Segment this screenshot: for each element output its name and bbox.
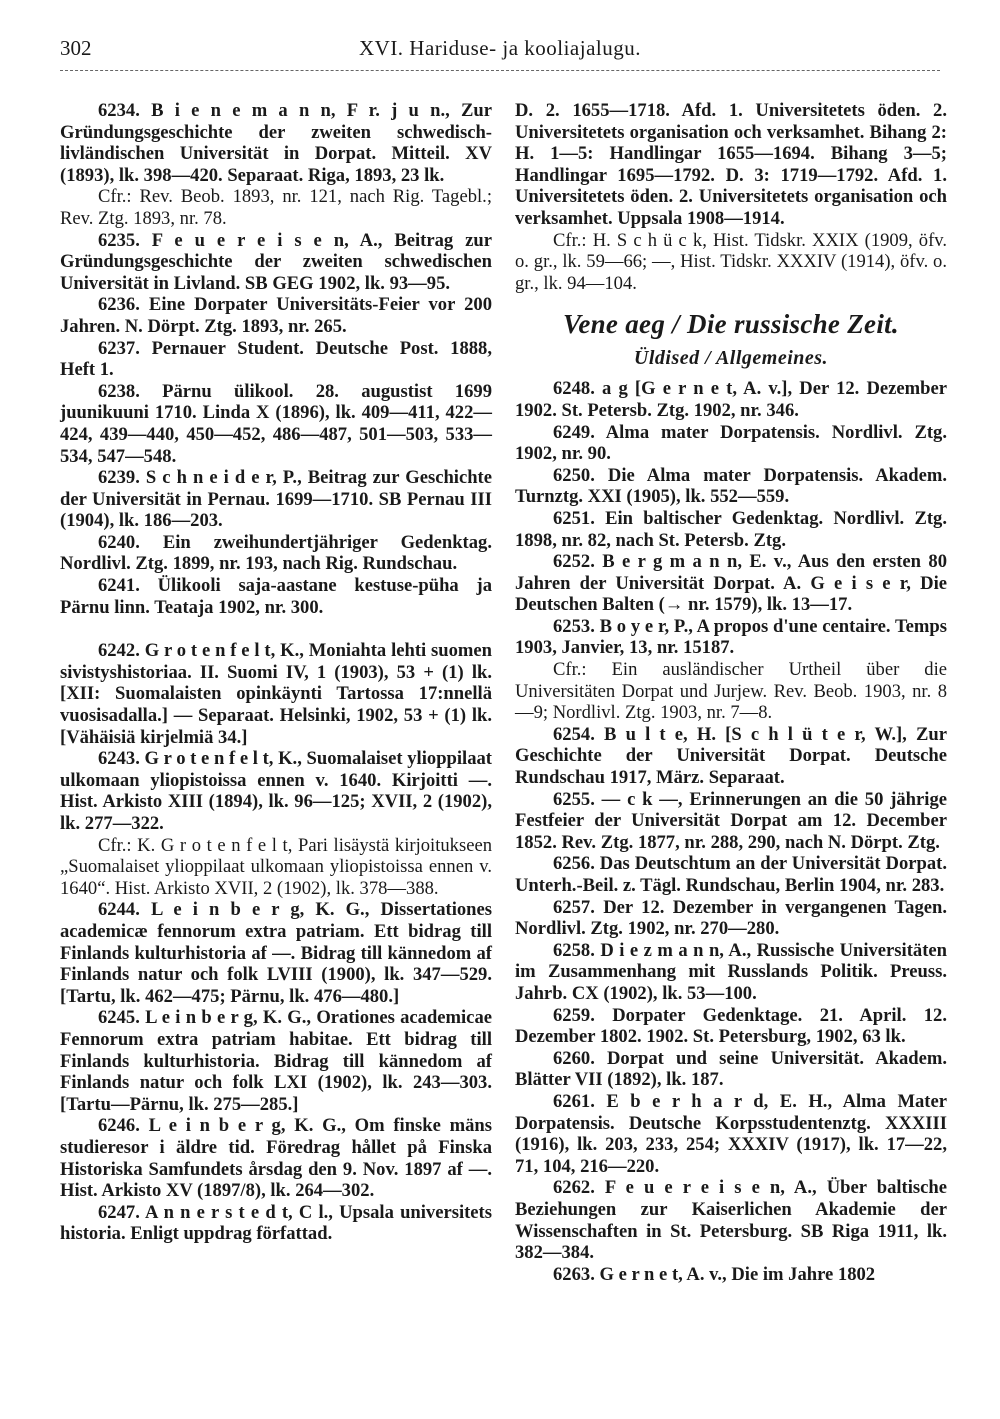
bibliography-entry: 6234. B i e n e m a n n, F r. j u n., Zur Gründungsgeschichte der zweiten schwedisch-livländischen Universität in Dorpat. Mitteil. XV (1893), lk. 398—420. Separaat. Riga, 1893, 23 lk. [60, 100, 492, 186]
bibliography-entry: 6251. Ein baltischer Gedenktag. Nordlivl. Ztg. 1898, nr. 82, nach St. Petersb. Ztg. [515, 507, 947, 551]
bibliography-entry: 6248. a g [G e r n e t, A. v.], Der 12. Dezember 1902. St. Petersb. Ztg. 1902, nr. 346. [515, 378, 947, 421]
subsection-heading: Üldised / Allgemeines. [633, 347, 829, 370]
bibliography-entry: 6256. Das Deutschtum an der Universität Dorpat. Unterh.-Beil. z. Tägl. Rundschau, Berlin 1904, nr. 283. [515, 853, 947, 896]
bibliography-entry: 6252. B e r g m a n n, E. v., Aus den ersten 80 Jahren der Universität Dorpat. A. G e i s e r, Die Deutschen Balten (→ nr. 1579), lk. 13—17. [515, 551, 947, 616]
bibliography-entry-continued: D. 2. 1655—1718. Afd. 1. Universitetets öden. 2. Universitetets organisation och verksamhet. Bihang 2: H. 1—5: Handlingar 1655—1694. Bihang 3—5; Handlingar 1695—1792. D. 3: 1719—1792. Afd. 1. Universitetets öden. 2. Universitetets organisation och verksamhet. Uppsala 1908—1914. [515, 100, 947, 229]
bibliography-entry: 6263. G e r n e t, A. v., Die im Jahre 1802 [553, 1263, 876, 1285]
bibliography-entry: 6257. Der 12. Dezember in vergangenen Tagen. Nordlivl. Ztg. 1902, nr. 270—280. [515, 896, 947, 940]
bibliography-entry: 6245. L e i n b e r g, K. G., Orationes academicae Fennorum extra patriam habitae. Ett bidrag till Finlands kulturhistoria. Bidrag till kännedom af Finlands natur och folk LXI (1902), lk. 243—303. [Tartu—Pärnu, lk. 275—285.] [60, 1007, 492, 1115]
cross-reference: Cfr.: K. G r o t e n f e l t, Pari lisäystä kirjoitukseen „Suomalaiset ylioppilaat ulkomaan yliopistoissa ennen v. 1640“. Hist. Arkisto XVII, 2 (1902), lk. 378—388. [60, 834, 492, 899]
cross-reference: Cfr.: H. S c h ü c k, Hist. Tidskr. XXIX (1909, öfv. o. gr., lk. 59—66; —, Hist. Tidskr. XXXIV (1914), öfv. o. gr., lk. 94—104. [515, 229, 947, 294]
bibliography-entry: 6238. Pärnu ülikool. 28. augustist 1699 juunikuuni 1710. Linda X (1896), lk. 409—411, 422—424, 439—440, 450—452, 486—487, 501—503, 533—534, 547—548. [60, 380, 492, 467]
cross-reference: Cfr.: Rev. Beob. 1893, nr. 121, nach Rig. Tagebl.; Rev. Ztg. 1893, nr. 78. [60, 186, 492, 229]
bibliography-entry: 6240. Ein zweihundertjähriger Gedenktag. Nordlivl. Ztg. 1899, nr. 193, nach Rig. Rundschau. [60, 531, 492, 575]
bibliography-entry: 6260. Dorpat und seine Universität. Akadem. Blätter VII (1892), lk. 187. [515, 1047, 947, 1091]
bibliography-entry: 6255. — c k —, Erinnerungen an die 50 jährige Festfeier der Universität Dorpat am 12. December 1852. Rev. Ztg. 1877, nr. 288, 290, nach N. Dörpt. Ztg. [515, 788, 947, 853]
bibliography-entry: 6254. B u l t e, H. [S c h l ü t e r, W.], Zur Geschichte der Universität Dorpat. Deutsche Rundschau 1917, März. Separaat. [515, 723, 947, 789]
bibliography-entry: 6235. F e u e r e i s e n, A., Beitrag zur Gründungsgeschichte der zweiten schwedischen Universität in Livland. SB GEG 1902, lk. 93—95. [60, 229, 492, 294]
bibliography-entry: 6250. Die Alma mater Dorpatensis. Akadem. Turnztg. XXI (1905), lk. 552—559. [515, 464, 947, 508]
bibliography-entry: 6236. Eine Dorpater Universitäts-Feier vor 200 Jahren. N. Dörpt. Ztg. 1893, nr. 265. [60, 294, 492, 337]
section-heading: Vene aeg / Die russische Zeit. [563, 309, 899, 340]
cross-reference: Cfr.: Ein ausländischer Urtheil über die Universitäten Dorpat und Jurjew. Rev. Beob. 1903, nr. 8—9; Nordlivl. Ztg. 1903, nr. 7—8. [515, 659, 947, 724]
header-rule [60, 70, 940, 71]
left-column [60, 100, 492, 1245]
bibliography-entry: 6244. L e i n b e r g, K. G., Dissertationes academicæ fennorum extra patriam. Ett bidrag till Finlands kulturhistoria af —. Bidrag till kännedom af Finlands natur och folk LVIII (1900), lk. 347—529. [Tartu, lk. 462—475; Pärnu, lk. 476—480.] [60, 899, 492, 1007]
bibliography-entry: 6246. L e i n b e r g, K. G., Om finske mäns studieresor i äldre tid. Föredrag hållet på Finska Historiska Samfundets årsdag den 9. Nov. 1897 af —. Hist. Arkisto XV (1897/8), lk. 264—302. [60, 1115, 492, 1202]
bibliography-entry: 6241. Ülikooli saja-aastane kestuse-püha ja Pärnu linn. Teataja 1902, nr. 300. [60, 575, 492, 618]
bibliography-entry: 6242. G r o t e n f e l t, K., Moniahta lehti suomen sivistyshistoriaa. II. Suomi IV, 1 (1903), 53 + (1) lk. [XII: Suomalaisten opinkäynti Tartossa 17:nnellä vuosisadalla.] — Separaat. Helsinki, 1902, 53 + (1) lk. [Vähäisiä kirjelmiä 34.] [60, 640, 492, 748]
section-gap [60, 618, 492, 640]
bibliography-entry: 6239. S c h n e i d e r, P., Beitrag zur Geschichte der Universität in Pernau. 1699—1710. SB Pernau III (1904), lk. 186—203. [60, 467, 492, 532]
bibliography-entry: 6243. G r o t e n f e l t, K., Suomalaiset ylioppilaat ulkomaan yliopistoissa ennen v. 1640. Kirjoitti —. Hist. Arkisto XIII (1894), lk. 96—125; XVII, 2 (1902), lk. 277—322. [60, 748, 492, 834]
page-number: 302 [60, 36, 92, 60]
bibliography-entry: 6247. A n n e r s t e d t, C l., Upsala universitets historia. Enligt uppdrag författad. [60, 1201, 492, 1245]
bibliography-entry: 6261. E b e r h a r d, E. H., Alma Mater Dorpatensis. Deutsche Korpsstudentenztg. XXXIII (1916), lk. 203, 233, 254; XXXIV (1917), lk. 17—22, 71, 104, 216—220. [515, 1090, 947, 1177]
bibliography-entry: 6262. F e u e r e i s e n, A., Über baltische Beziehungen zur Kaiserlichen Akademie der Wissenschaften in St. Petersburg. SB Riga 1911, lk. 382—384. [515, 1177, 947, 1264]
right-column [515, 100, 947, 1285]
running-title: XVI. Hariduse- ja kooliajalugu. [358, 36, 641, 60]
page-header [60, 36, 940, 72]
bibliography-entry: 6249. Alma mater Dorpatensis. Nordlivl. Ztg. 1902, nr. 90. [515, 421, 947, 465]
bibliography-entry: 6259. Dorpater Gedenktage. 21. April. 12. Dezember 1802. 1902. St. Petersburg, 1902, 63 lk. [515, 1004, 947, 1048]
bibliography-entry: 6237. Pernauer Student. Deutsche Post. 1888, Heft 1. [60, 337, 492, 381]
bibliography-entry: 6258. D i e z m a n n, A., Russische Universitäten im Zusammenhang mit Russlands Politik. Preuss. Jahrb. CX (1902), lk. 53—100. [515, 939, 947, 1004]
bibliography-entry: 6253. B o y e r, P., A propos d'une centaire. Temps 1903, Janvier, 13, nr. 15187. [515, 615, 947, 659]
